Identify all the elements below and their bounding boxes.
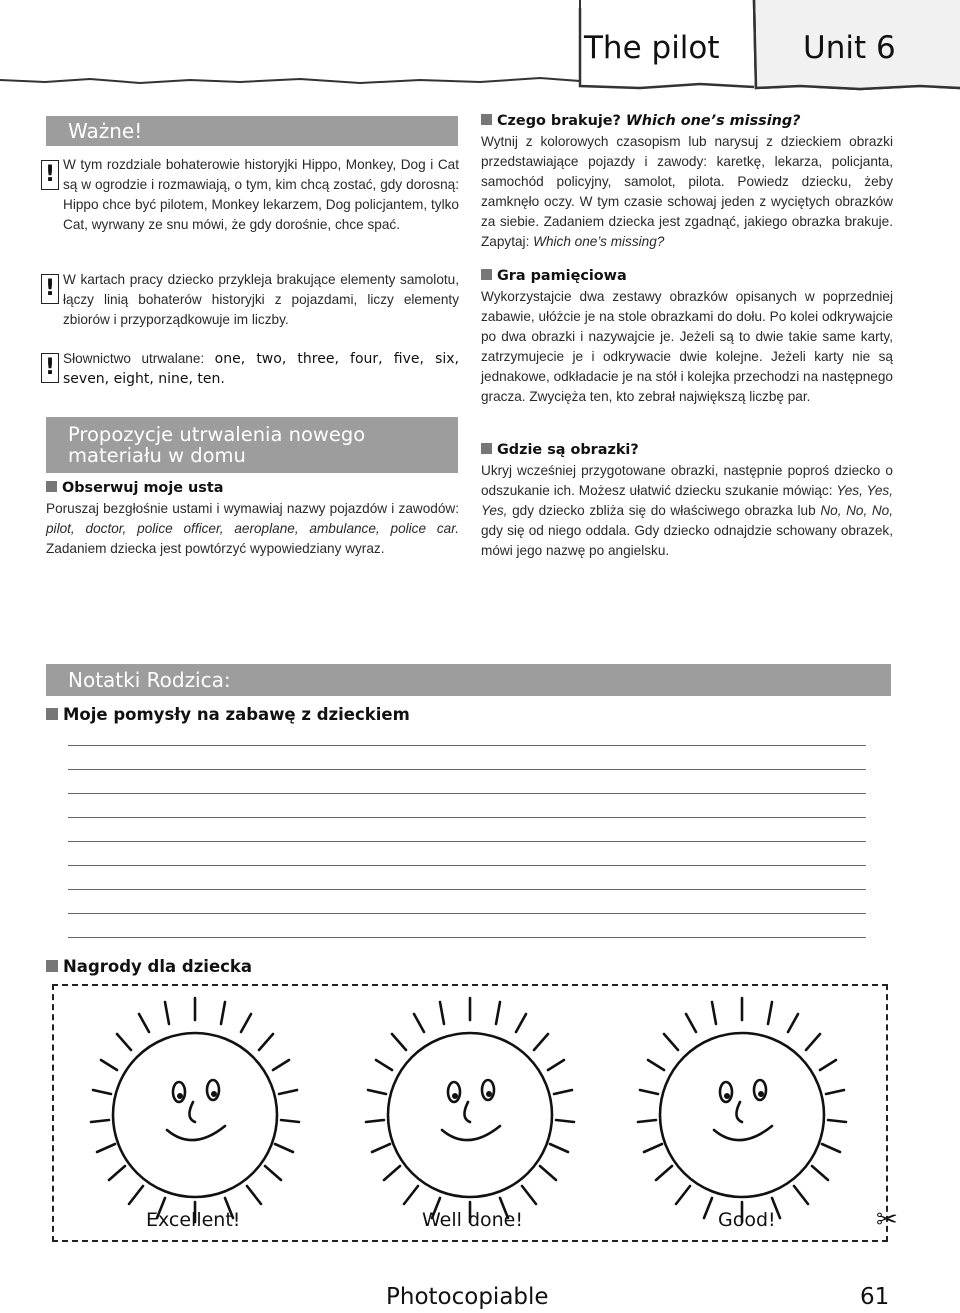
activity-where-text: Ukryj wcześniej przygotowane obrazki, następnie poproś dziecko o odszukanie ich. Możesz ułatwić dziecku szukanie mówiąc: Yes, Yes, Yes, gdy dziecko zbliża się do właściwego obrazka lub No, No, No, gdy się od niego oddala. Gdy dziecko odnajdzie schowany obrazek, mówi jego nazwę po angielsku. — [481, 463, 894, 558]
important-heading-bar — [46, 116, 458, 146]
exclamation-icon: ! — [41, 353, 59, 383]
sun-face-icon — [350, 990, 590, 1230]
parent-notes-heading-bar — [46, 664, 891, 696]
writing-line[interactable] — [68, 841, 866, 842]
exclamation-icon: ! — [41, 160, 59, 190]
parent-notes-heading: Notatki Rodzica: — [68, 668, 231, 692]
writing-line[interactable] — [68, 793, 866, 794]
unit-number: Unit 6 — [803, 30, 896, 66]
photocopiable-label: Photocopiable — [386, 1284, 549, 1310]
important-heading: Ważne! — [68, 119, 143, 143]
vocabulary-note — [63, 349, 459, 389]
scissors-icon: ✂ — [876, 1204, 898, 1234]
exclamation-icon: ! — [41, 274, 59, 304]
vocabulary-words: one, two, three, four, five, six, seven, eight, nine, ten. — [63, 351, 459, 387]
reward-caption-good: Good! — [718, 1209, 776, 1231]
important-note-1: W tym rozdziale bohaterowie historyjki Hippo, Monkey, Dog i Cat są w ogrodzie i rozmawiają, o tym, kim chcą zostać, gdy dorosną: Hippo chce być pilotem, Monkey lekarzem, Dog policjantem, tylko Cat, wyrwany ze snu mówi, że gdy dorośnie, chce spać. — [63, 157, 459, 232]
activity-observe-text: Poruszaj bezgłośnie ustami i wymawiaj nazwy pojazdów i zawodów: pilot, doctor, police officer, aeroplane, ambulance, police car. Zadaniem dziecka jest powtórzyć wypowiedziany wyraz. — [46, 501, 459, 556]
vocabulary-label: Słownictwo utrwalane: — [63, 351, 205, 366]
square-bullet-icon — [481, 114, 492, 125]
unit-topic-title: The pilot — [584, 30, 720, 66]
sun-face-icon — [622, 990, 862, 1230]
reward-caption-excellent: Excellent! — [146, 1209, 241, 1231]
home-section-heading-bar — [46, 417, 458, 473]
activity-missing-text: Wytnij z kolorowych czasopism lub narysuj z dzieckiem obrazki przedstawiające pojazdy i zawody: karetkę, lekarza, policjanta, samochód policyjny, samolot, pilota. Powiedz dziecku, żeby zamknęło oczy. W tym czasie schowaj jeden z wyciętych obrazków za siebie. Zadaniem dziecka jest zgadnąć, jakiego obrazka brakuje. Zapytaj: Which one’s missing? — [481, 134, 893, 249]
square-bullet-icon — [46, 960, 58, 972]
square-bullet-icon — [46, 708, 58, 720]
activity-missing-title: Czego brakuje? Which one’s missing? — [481, 113, 801, 129]
writing-line[interactable] — [68, 913, 866, 914]
writing-line[interactable] — [68, 937, 866, 938]
home-section-heading: Propozycje utrwalenia nowego materiału w domu — [68, 423, 366, 467]
writing-line[interactable] — [68, 889, 866, 890]
square-bullet-icon — [481, 443, 492, 454]
writing-line[interactable] — [68, 865, 866, 866]
sun-face-icon — [75, 990, 315, 1230]
ideas-title: Moje pomysły na zabawę z dzieckiem — [46, 705, 410, 724]
activity-memory-text: Wykorzystajcie dwa zestawy obrazków opisanych w poprzedniej zabawie, ułóżcie je na stole obrazkami do dołu. Po kolei odkrywajcie po dwa obrazki i nazywajcie je. Jeżeli są to dwie takie same karty, zatrzymujecie je i odkrywacie dwie kolejne. Jeżeli karty nie są jednakowe, odkładacie je na stół i kolejka przechodzi na następnego gracza. Zwycięża ten, kto zebrał największą liczbę par. — [481, 289, 893, 404]
reward-caption-well-done: Well done! — [422, 1209, 523, 1231]
square-bullet-icon — [46, 481, 57, 492]
activity-where-title: Gdzie są obrazki? — [481, 442, 639, 458]
important-note-2: W kartach pracy dziecko przykleja brakujące elementy samolotu, łączy linią bohaterów historyjki z pojazdami, liczy elementy zbiorów i przyporządkowuje im liczby. — [63, 272, 459, 327]
writing-line[interactable] — [68, 745, 866, 746]
square-bullet-icon — [481, 269, 492, 280]
writing-line[interactable] — [68, 817, 866, 818]
rewards-title: Nagrody dla dziecka — [46, 957, 252, 976]
page-number: 61 — [860, 1284, 890, 1310]
activity-observe-title: Obserwuj moje usta — [46, 480, 223, 496]
activity-memory-title: Gra pamięciowa — [481, 268, 627, 284]
writing-line[interactable] — [68, 769, 866, 770]
